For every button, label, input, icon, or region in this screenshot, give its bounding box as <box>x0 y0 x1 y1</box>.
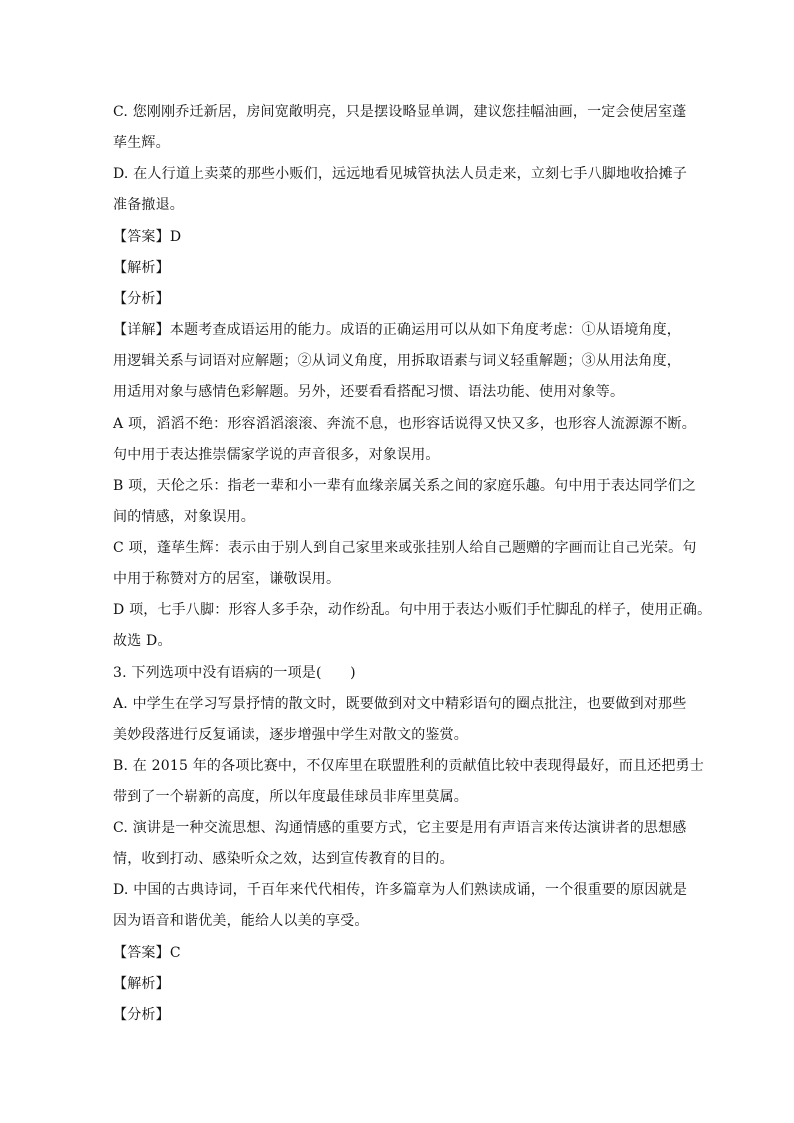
q3-stem: 3. 下列选项中没有语病的一项是( ) <box>113 665 356 681</box>
detail-text: 本题考查成语运用的能力。成语的正确运用可以从如下角度考虑：①从语境角度， <box>169 322 682 338</box>
q2-b-line2: 间的情感，对象误用。 <box>113 509 255 525</box>
q3-option-a-line2: 美妙段落进行反复诵读，逐步增强中学生对散文的鉴赏。 <box>113 727 468 743</box>
q2-detail-line3: 用适用对象与感情色彩解题。另外，还要看看搭配习惯、语法功能、使用对象等。 <box>113 384 625 400</box>
q2-conclusion: 故选 D。 <box>113 633 172 649</box>
q2-a-line1: A 项，滔滔不绝：形容滔滔滚滚、奔流不息，也形容话说得又快又多，也形容人流源源不断。 <box>113 416 696 432</box>
q2-c-line1: C 项，蓬荜生辉：表示由于别人到自己家里来或张挂别人给自己题赠的字画而让自己光荣。句 <box>113 540 697 556</box>
answer-label: 【答案】 <box>113 945 170 961</box>
answer-value: D <box>169 229 182 245</box>
q3-option-c-line1: C. 演讲是一种交流思想、沟通情感的重要方式，它主要是用有声语言来传达演讲者的思想感 <box>113 820 687 836</box>
q3-fenxi-label: 【分析】 <box>113 1007 170 1023</box>
q3-option-d-line2: 因为语音和谐优美，能给人以美的享受。 <box>113 913 369 929</box>
q2-option-d-line1: D. 在人行道上卖菜的那些小贩们，远远地看见城管执法人员走来，立刻七手八脚地收拾摊子 <box>113 166 688 182</box>
q2-analysis-label: 【解析】 <box>113 260 170 276</box>
q3-answer-line <box>113 943 181 963</box>
q2-b-line1: B 项，天伦之乐：指老一辈和小一辈有血缘亲属关系之间的家庭乐趣。句中用于表达同学们之 <box>113 478 697 494</box>
answer-value: C <box>169 945 181 961</box>
q3-option-d-line1: D. 中国的古典诗词，千百年来代代相传，许多篇章为人们熟读成诵，一个很重要的原因就是 <box>113 882 688 898</box>
q2-detail-line1 <box>113 320 681 340</box>
q3-option-b-line2: 带到了一个崭新的高度，所以年度最佳球员非库里莫属。 <box>113 789 468 805</box>
q3-option-c-line2: 情，收到打动、感染听众之效，达到宣传教育的目的。 <box>113 851 454 867</box>
answer-label: 【答案】 <box>113 229 170 245</box>
q2-d-line1: D 项，七手八脚：形容人多手杂，动作纷乱。句中用于表达小贩们手忙脚乱的样子，使用正确。 <box>113 602 712 618</box>
q3-analysis-label: 【解析】 <box>113 976 170 992</box>
q2-answer-line <box>113 227 181 247</box>
q3-option-b-line1: B. 在 2015 年的各项比赛中，不仅库里在联盟胜利的贡献值比较中表现得最好，而且还把勇士 <box>113 758 704 774</box>
q2-option-d-line2: 准备撤退。 <box>113 197 184 213</box>
q2-option-c-line2: 荜生辉。 <box>113 135 170 151</box>
q2-fenxi-label: 【分析】 <box>113 291 170 307</box>
q2-a-line2: 句中用于表达推崇儒家学说的声音很多，对象误用。 <box>113 447 440 463</box>
q2-option-c-line1: C. 您刚刚乔迁新居，房间宽敞明亮，只是摆设略显单调，建议您挂幅油画，一定会使居室蓬 <box>113 104 687 120</box>
q2-c-line2: 中用于称赞对方的居室，谦敬误用。 <box>113 571 341 587</box>
q2-detail-line2: 用逻辑关系与词语对应解题；②从词义角度，用拆取语素与词义轻重解题；③从用法角度， <box>113 353 681 369</box>
detail-label: 【详解】 <box>113 322 170 338</box>
q3-option-a-line1: A. 中学生在学习写景抒情的散文时，既要做到对文中精彩语句的圈点批注，也要做到对那些 <box>113 696 687 712</box>
